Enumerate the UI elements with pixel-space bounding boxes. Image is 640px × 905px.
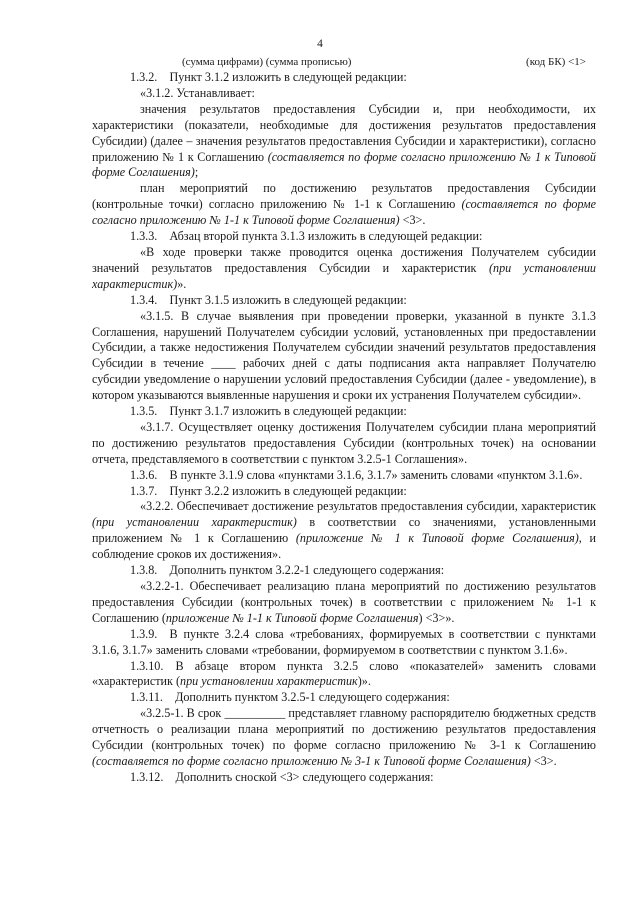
paragraph-1-3-9: 1.3.9. В пункте 3.2.4 слова «требованиях, формируемых в соответствии с пунктами 3.1.6, 3.1.7» заменить словами «требовании, формируемом в соответствии с пунктом 3.1.6». — [92, 626, 596, 657]
document-body — [92, 70, 596, 786]
paragraph-1-3-12: 1.3.12. Дополнить сноской <3> следующего содержания: — [130, 769, 434, 784]
paragraph-quote-3-2-5-1: «3.2.5-1. В срок __________ представляет главному распорядителю бюджетных средств отчетность о реализации плана мероприятий по достижению результатов предоставления Субсидии (контрольных точек) по форме согласно приложению № 3-1 к Соглашению (составляется по форме согласно приложению № 3-1 к Типовой форме Соглашения) <3>. — [92, 706, 596, 768]
paragraph-1-3-10: 1.3.10. В абзаце втором пункта 3.2.5 слово «показателей» заменить словами «характеристик (при установлении характеристик)». — [92, 658, 596, 689]
paragraph-1-3-6: 1.3.6. В пункте 3.1.9 слова «пунктами 3.1.6, 3.1.7» заменить словами «пунктом 3.1.6». — [130, 467, 583, 482]
paragraph-quote-3-1-2: «3.1.2. Устанавливает: — [140, 85, 255, 100]
paragraph-1-3-7: 1.3.7. Пункт 3.2.2 изложить в следующей редакции: — [130, 483, 407, 498]
paragraph-1-3-11: 1.3.11. Дополнить пунктом 3.2.5-1 следующего содержания: — [130, 690, 450, 705]
paragraph-1-3-3: 1.3.3. Абзац второй пункта 3.1.3 изложить в следующей редакции: — [130, 229, 483, 244]
paragraph-results-values: значения результатов предоставления Субсидии и, при необходимости, их характеристики (показатели, необходимые для достижения результатов предоставления Субсидии) (далее – значения результатов предоставления Субсидии и характеристики), согласно приложению № 1 к Соглашению (составляется по форме согласно приложению № 1 к Типовой форме Соглашения); — [92, 101, 596, 180]
paragraph-quote-3-2-2: «3.2.2. Обеспечивает достижение результатов предоставления субсидии, характеристик (при установлении характеристик) в соответствии со значениями, установленными приложением № 1 к Соглашению (приложение № 1 к Типовой форме Соглашения), и соблюдение сроков их достижения». — [92, 499, 596, 562]
page-number: 4 — [317, 38, 323, 50]
paragraph-quote-check: «В ходе проверки также проводится оценка достижения Получателем субсидии значений результатов предоставления Субсидии и характеристик (при установлении характеристик)». — [92, 244, 596, 291]
paragraph-1-3-2: 1.3.2. Пункт 3.1.2 изложить в следующей редакции: — [130, 70, 407, 84]
paragraph-1-3-8: 1.3.8. Дополнить пунктом 3.2.2-1 следующего содержания: — [130, 563, 445, 578]
paragraph-quote-3-1-7: «3.1.7. Осуществляет оценку достижения Получателем субсидии плана мероприятий по достижению результатов предоставления Субсидии (контрольных точек) на основании отчета, представляемого в соответствии с пунктом 3.2.5-1 Соглашения». — [92, 419, 596, 466]
paragraph-quote-3-1-5: «3.1.5. В случае выявления при проведении проверки, указанной в пункте 3.1.3 Соглашения, нарушений Получателем субсидии условий, установленных при предоставлении Субсидии, а также недостижения Получателем субсидии значений результатов предоставления Субсидии в течение ____ рабочих дней с даты подписания акта направляет Получателю субсидии уведомление о нарушении условий предоставления Субсидии (далее - уведомление), в котором указываются выявленные нарушения и сроки их устранения Получателем субсидии». — [92, 308, 596, 403]
paragraph-quote-3-2-2-1: «3.2.2-1. Обеспечивает реализацию плана мероприятий по достижению результатов предоставления Субсидии (контрольных точек) в соответствии с приложением № 1-1 к Соглашению (приложение № 1-1 к Типовой форме Соглашения) <3>». — [92, 579, 596, 625]
paragraph-1-3-4: 1.3.4. Пункт 3.1.5 изложить в следующей редакции: — [130, 292, 407, 307]
budget-code-caption: (код БК) <1> — [526, 56, 586, 68]
paragraph-plan: план мероприятий по достижению результатов предоставления Субсидии (контрольные точки) согласно приложению № 1-1 к Соглашению (составляется по форме согласно приложению № 1-1 к Типовой форме Соглашения) <3>. — [92, 181, 596, 228]
paragraph-1-3-5: 1.3.5. Пункт 3.1.7 изложить в следующей редакции: — [130, 404, 407, 419]
sum-caption: (сумма цифрами) (сумма прописью) — [182, 56, 352, 68]
